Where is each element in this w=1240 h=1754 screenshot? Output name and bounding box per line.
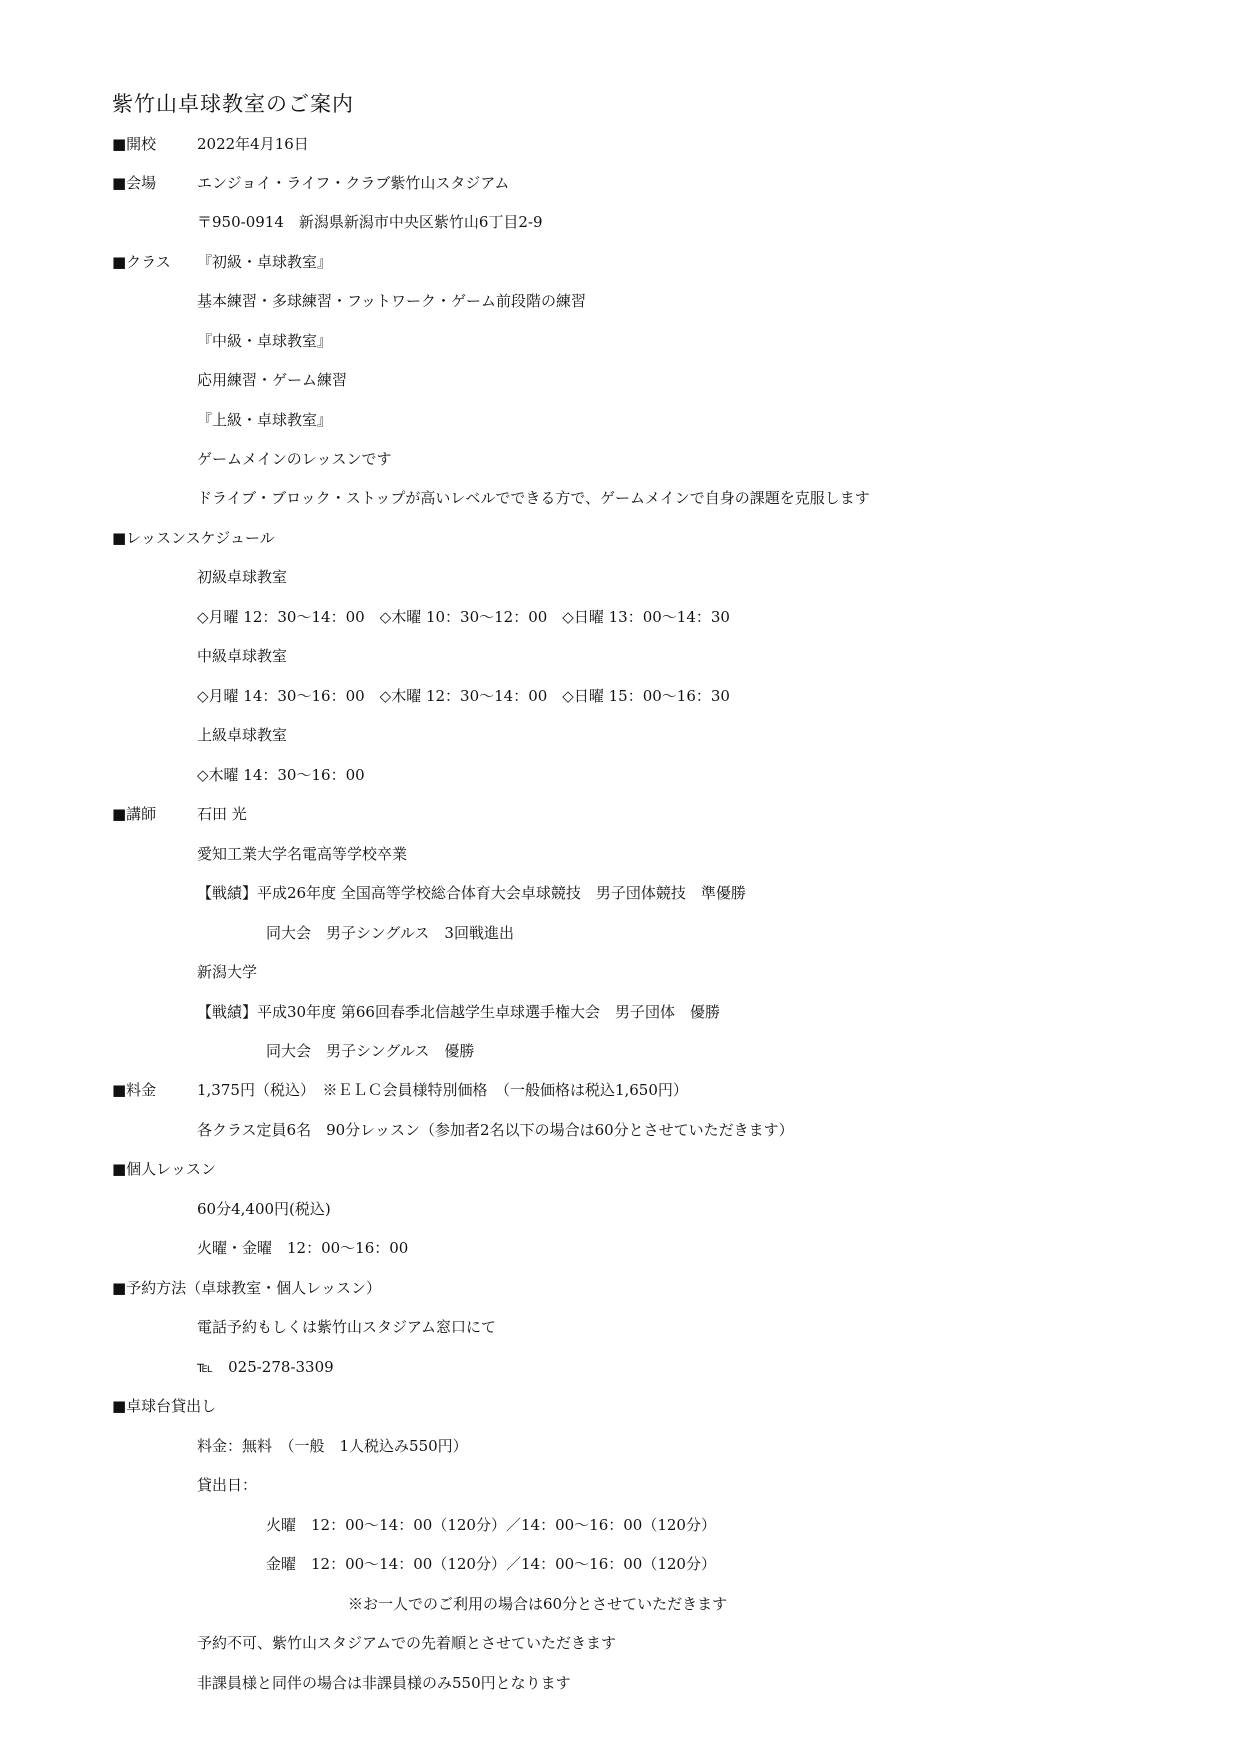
schedule-beginner-times-row bbox=[0, 602, 1240, 632]
instructor-school2-row bbox=[0, 957, 1240, 987]
fee-price: 1,375円（税込） ※ＥＬＣ会員様特別価格 （一般価格は税込1,650円） bbox=[197, 1081, 688, 1099]
reservation-label: ■予約方法（卓球教室・個人レッスン） bbox=[112, 1279, 382, 1297]
rental-tuesday-row bbox=[0, 1510, 1240, 1540]
rental-days-label: 貸出日： bbox=[197, 1476, 258, 1494]
private-lesson-label: ■個人レッスン bbox=[112, 1160, 217, 1178]
advanced-class-desc2: ドライブ・ブロック・ストップが高いレベルでできる方で、ゲームメインで自身の課題を克服します bbox=[197, 489, 870, 507]
page-title: 紫竹山卓球教室のご案内 bbox=[112, 92, 354, 116]
instructor-record1: 【戦績】平成26年度 全国高等学校総合体育大会卓球競技 男子団体競技 準優勝 bbox=[197, 884, 746, 902]
fee-note: 各クラス定員6名 90分レッスン（参加者2名以下の場合は60分とさせていただきます） bbox=[197, 1121, 794, 1139]
venue-label: ■会場 bbox=[112, 174, 157, 192]
private-lesson-price-row bbox=[0, 1194, 1240, 1224]
reservation-heading-row bbox=[0, 1273, 1240, 1303]
advanced-class-title: 『上級・卓球教室』 bbox=[197, 411, 333, 429]
rental-fee-row bbox=[0, 1431, 1240, 1461]
instructor-record1-row bbox=[0, 878, 1240, 908]
schedule-intermediate-times-row bbox=[0, 681, 1240, 711]
rental-note: ※お一人でのご利用の場合は60分とさせていただきます bbox=[348, 1595, 728, 1613]
schedule-advanced-times: ◇木曜 14：30～16：00 bbox=[197, 766, 365, 784]
rental-label: ■卓球台貸出し bbox=[112, 1397, 217, 1415]
private-lesson-days: 火曜・金曜 12：00～16：00 bbox=[197, 1239, 409, 1257]
opening-date: 2022年4月16日 bbox=[197, 135, 309, 153]
instructor-name: 石田 光 bbox=[197, 805, 247, 823]
schedule-intermediate-name: 中級卓球教室 bbox=[197, 647, 288, 665]
schedule-beginner-times: ◇月曜 12：30～14：00 ◇木曜 10：30～12：00 ◇日曜 13：00～14：30 bbox=[197, 608, 730, 626]
instructor-school2: 新潟大学 bbox=[197, 963, 258, 981]
rental-friday-row bbox=[0, 1549, 1240, 1579]
rental-fee: 料金：無料 （一般 1人税込み550円） bbox=[197, 1437, 468, 1455]
instructor-record2: 【戦績】平成30年度 第66回春季北信越学生卓球選手権大会 男子団体 優勝 bbox=[197, 1003, 720, 1021]
reservation-tel: ℡ 025-278-3309 bbox=[197, 1358, 334, 1376]
opening-label: ■開校 bbox=[112, 135, 157, 153]
classes-row bbox=[0, 247, 1240, 277]
instructor-label: ■講師 bbox=[112, 805, 157, 823]
advanced-class-desc2-row bbox=[0, 483, 1240, 513]
rental-non-member-row bbox=[0, 1668, 1240, 1698]
rental-friday: 金曜 12：00～14：00（120分）／14：00～16：00（120分） bbox=[266, 1555, 716, 1573]
schedule-advanced-row bbox=[0, 720, 1240, 750]
venue-name: エンジョイ・ライフ・クラブ紫竹山スタジアム bbox=[197, 174, 510, 192]
private-lesson-heading-row bbox=[0, 1154, 1240, 1184]
instructor-record1b: 同大会 男子シングルス 3回戦進出 bbox=[266, 924, 514, 942]
schedule-heading-row bbox=[0, 523, 1240, 553]
rental-non-member: 非課員様と同伴の場合は非課員様のみ550円となります bbox=[197, 1674, 571, 1692]
venue-address: 〒950-0914 新潟県新潟市中央区紫竹山6丁目2-9 bbox=[197, 213, 543, 231]
venue-row bbox=[0, 168, 1240, 198]
advanced-class-desc1: ゲームメインのレッスンです bbox=[197, 450, 392, 468]
beginner-class-desc: 基本練習・多球練習・フットワーク・ゲーム前段階の練習 bbox=[197, 292, 586, 310]
beginner-class-desc-row bbox=[0, 286, 1240, 316]
advanced-class-desc1-row bbox=[0, 444, 1240, 474]
instructor-record2b: 同大会 男子シングルス 優勝 bbox=[266, 1042, 475, 1060]
rental-heading-row bbox=[0, 1391, 1240, 1421]
intermediate-class-desc: 応用練習・ゲーム練習 bbox=[197, 371, 348, 389]
schedule-intermediate-times: ◇月曜 14：30～16：00 ◇木曜 12：30～14：00 ◇日曜 15：00～16：30 bbox=[197, 687, 730, 705]
reservation-tel-row bbox=[0, 1352, 1240, 1382]
schedule-advanced-times-row bbox=[0, 760, 1240, 790]
rental-note-row bbox=[0, 1589, 1240, 1619]
reservation-method: 電話予約もしくは紫竹山スタジアム窓口にて bbox=[197, 1318, 496, 1336]
classes-label: ■クラス bbox=[112, 253, 171, 271]
reservation-method-row bbox=[0, 1312, 1240, 1342]
intermediate-class-title: 『中級・卓球教室』 bbox=[197, 332, 333, 350]
schedule-beginner-row bbox=[0, 562, 1240, 592]
rental-tuesday: 火曜 12：00～14：00（120分）／14：00～16：00（120分） bbox=[266, 1516, 716, 1534]
rental-first-come: 予約不可、紫竹山スタジアムでの先着順とさせていただきます bbox=[197, 1634, 616, 1652]
opening-row bbox=[0, 129, 1240, 159]
instructor-record2-row bbox=[0, 997, 1240, 1027]
fee-note-row bbox=[0, 1115, 1240, 1145]
instructor-record1b-row bbox=[0, 918, 1240, 948]
private-lesson-days-row bbox=[0, 1233, 1240, 1263]
instructor-row bbox=[0, 799, 1240, 829]
rental-first-come-row bbox=[0, 1628, 1240, 1658]
schedule-advanced-name: 上級卓球教室 bbox=[197, 726, 288, 744]
private-lesson-price: 60分4,400円(税込) bbox=[197, 1200, 331, 1218]
intermediate-class-title-row bbox=[0, 326, 1240, 356]
schedule-beginner-name: 初級卓球教室 bbox=[197, 568, 288, 586]
fee-label: ■料金 bbox=[112, 1081, 157, 1099]
rental-days-label-row bbox=[0, 1470, 1240, 1500]
schedule-label: ■レッスンスケジュール bbox=[112, 529, 275, 547]
instructor-school1-row bbox=[0, 839, 1240, 869]
fee-row bbox=[0, 1075, 1240, 1105]
instructor-record2b-row bbox=[0, 1036, 1240, 1066]
beginner-class-title: 『初級・卓球教室』 bbox=[197, 253, 333, 271]
intermediate-class-desc-row bbox=[0, 365, 1240, 395]
instructor-school1: 愛知工業大学名電高等学校卒業 bbox=[197, 845, 408, 863]
venue-address-row bbox=[0, 207, 1240, 237]
advanced-class-title-row bbox=[0, 405, 1240, 435]
schedule-intermediate-row bbox=[0, 641, 1240, 671]
